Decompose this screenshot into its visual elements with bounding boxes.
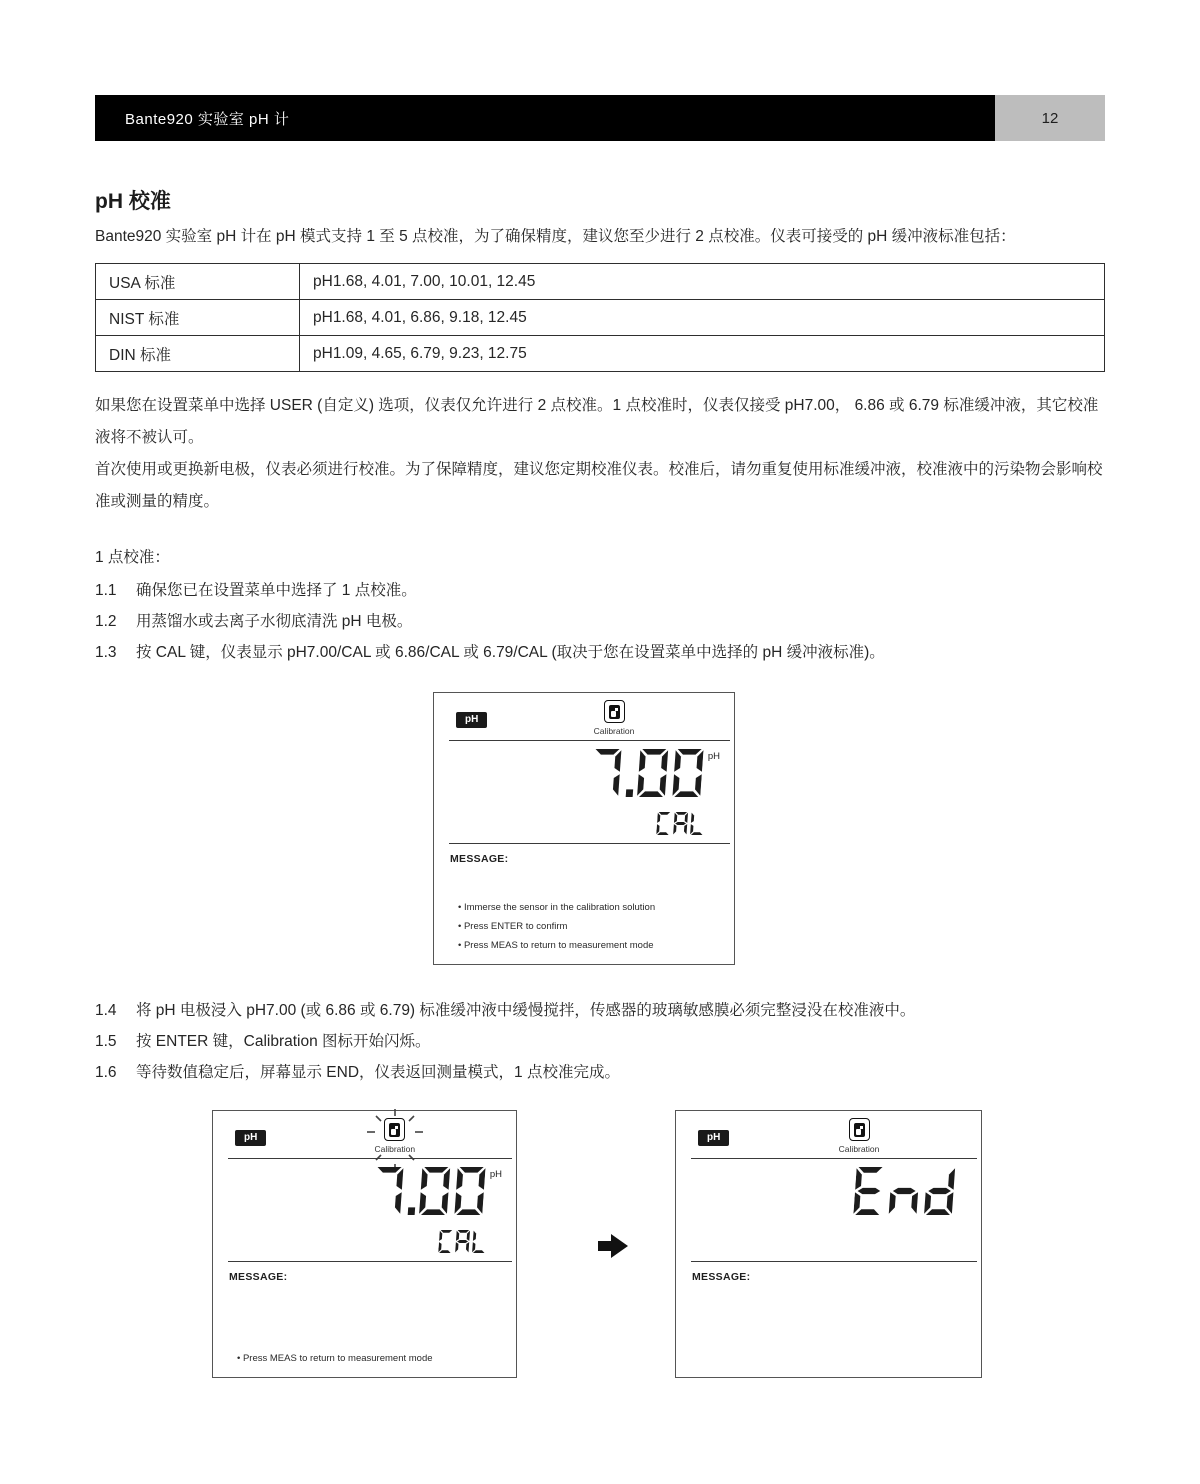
- step-text: 用蒸馏水或去离子水彻底清洗 pH 电极。: [136, 613, 413, 630]
- lcd-cal-annunciator: [439, 1230, 486, 1253]
- step-text: 等待数值稳定后，屏幕显示 END，仪表返回测量模式，1 点校准完成。: [136, 1064, 620, 1081]
- message-item: • Press MEAS to return to measurement mode: [237, 1353, 433, 1364]
- message-item: • Press ENTER to confirm: [458, 921, 655, 932]
- lcd-main-readout: [592, 749, 720, 797]
- intro-paragraph: Bante920 实验室 pH 计在 pH 模式支持 1 至 5 点校准，为了确保精度，建议您至少进行 2 点校准。仪表可接受的 pH 缓冲液标准包括：: [95, 228, 1016, 245]
- standard-name-cell: NIST 标准: [96, 300, 300, 336]
- step-number: 1.1: [95, 582, 117, 599]
- lcd-main-readout: [855, 1167, 954, 1215]
- ph-unit-label: pH: [489, 1169, 502, 1180]
- message-list: [458, 894, 655, 951]
- ph-mode-badge: pH: [698, 1130, 729, 1146]
- step-number: 1.4: [95, 1002, 117, 1019]
- procedure-heading: 1 点校准：: [95, 549, 170, 566]
- ph-unit-label: pH: [707, 751, 720, 762]
- buffer-standards-table: [95, 263, 1105, 372]
- lcd-divider: [449, 843, 730, 844]
- calibration-icon-label: Calibration: [374, 1143, 416, 1154]
- message-item: • Press MEAS to return to measurement mode: [458, 940, 655, 951]
- step-text: 按 ENTER 键，Calibration 图标开始闪烁。: [136, 1033, 431, 1050]
- lcd-main-value: [592, 749, 702, 797]
- standard-values-cell: pH1.68, 4.01, 6.86, 9.18, 12.45: [300, 300, 1105, 336]
- lcd-main-value: [855, 1167, 954, 1215]
- list-item: [95, 1026, 1107, 1057]
- lcd-display-cal-end: [675, 1110, 982, 1378]
- header-bar: [95, 95, 995, 141]
- message-label: MESSAGE:: [692, 1271, 751, 1283]
- lcd-divider: [691, 1158, 977, 1159]
- step-list-top: [95, 575, 1107, 668]
- step-text: 将 pH 电极浸入 pH7.00 (或 6.86 或 6.79) 标准缓冲液中缓慢搅拌，传感器的玻璃敏感膜必须完整浸没在校准液中。: [136, 1002, 916, 1019]
- paragraph: 如果您在设置菜单中选择 USER (自定义) 选项，仪表仅允许进行 2 点校准。1 点校准时，仪表仅接受 pH7.00， 6.86 或 6.79 标准缓冲液，其它校准液将不被认可。: [95, 397, 1099, 446]
- table-row: [96, 300, 1105, 336]
- lcd-display-cal-start: [433, 692, 735, 965]
- ph-mode-badge: pH: [235, 1130, 266, 1146]
- step-number: 1.3: [95, 644, 117, 661]
- table-row: [96, 264, 1105, 300]
- list-item: [95, 1057, 1107, 1088]
- calibration-icon: [849, 1118, 870, 1141]
- standard-name-cell: USA 标准: [96, 264, 300, 300]
- table-row: [96, 336, 1105, 372]
- lcd-display-cal-flashing: [212, 1110, 517, 1378]
- page-title: pH 校准: [95, 190, 171, 213]
- standard-name-cell: DIN 标准: [96, 336, 300, 372]
- calibration-indicator: [814, 1118, 904, 1154]
- calibration-icon-label: Calibration: [838, 1143, 880, 1154]
- lcd-divider: [449, 740, 730, 741]
- lcd-main-value: [374, 1167, 484, 1215]
- step-number: 1.5: [95, 1033, 117, 1050]
- arrow-right-icon: [596, 1231, 630, 1261]
- step-list-bottom: [95, 995, 1107, 1088]
- standard-values-cell: pH1.09, 4.65, 6.79, 9.23, 12.75: [300, 336, 1105, 372]
- list-item: [95, 575, 1107, 606]
- standard-values-cell: pH1.68, 4.01, 7.00, 10.01, 12.45: [300, 264, 1105, 300]
- page-number: 12: [995, 95, 1105, 141]
- lcd-divider: [228, 1158, 512, 1159]
- lcd-divider: [691, 1261, 977, 1262]
- message-item: • Immerse the sensor in the calibration solution: [458, 902, 655, 913]
- calibration-indicator: [569, 700, 659, 736]
- body-paragraphs: [95, 390, 1107, 518]
- step-text: 按 CAL 键，仪表显示 pH7.00/CAL 或 6.86/CAL 或 6.79/CAL (取决于您在设置菜单中选择的 pH 缓冲液标准)。: [136, 644, 885, 661]
- calibration-icon: [384, 1118, 405, 1141]
- list-item: [95, 606, 1107, 637]
- list-item: [95, 637, 1107, 668]
- message-list: [237, 1345, 433, 1364]
- step-number: 1.2: [95, 613, 117, 630]
- calibration-icon-label: Calibration: [593, 725, 635, 736]
- lcd-cal-annunciator: [657, 812, 704, 835]
- message-label: MESSAGE:: [229, 1271, 288, 1283]
- message-label: MESSAGE:: [450, 853, 509, 865]
- lcd-main-readout: [374, 1167, 502, 1215]
- lcd-divider: [228, 1261, 512, 1262]
- doc-title: Bante920 实验室 pH 计: [125, 110, 290, 128]
- paragraph: 首次使用或更换新电极，仪表必须进行校准。为了保障精度，建议您定期校准仪表。校准后，请勿重复使用标准缓冲液，校准液中的污染物会影响校准或测量的精度。: [95, 461, 1103, 510]
- calibration-indicator: [350, 1118, 440, 1154]
- list-item: [95, 995, 1107, 1026]
- step-text: 确保您已在设置菜单中选择了 1 点校准。: [136, 582, 417, 599]
- ph-mode-badge: pH: [456, 712, 487, 728]
- step-number: 1.6: [95, 1064, 117, 1081]
- calibration-icon: [604, 700, 625, 723]
